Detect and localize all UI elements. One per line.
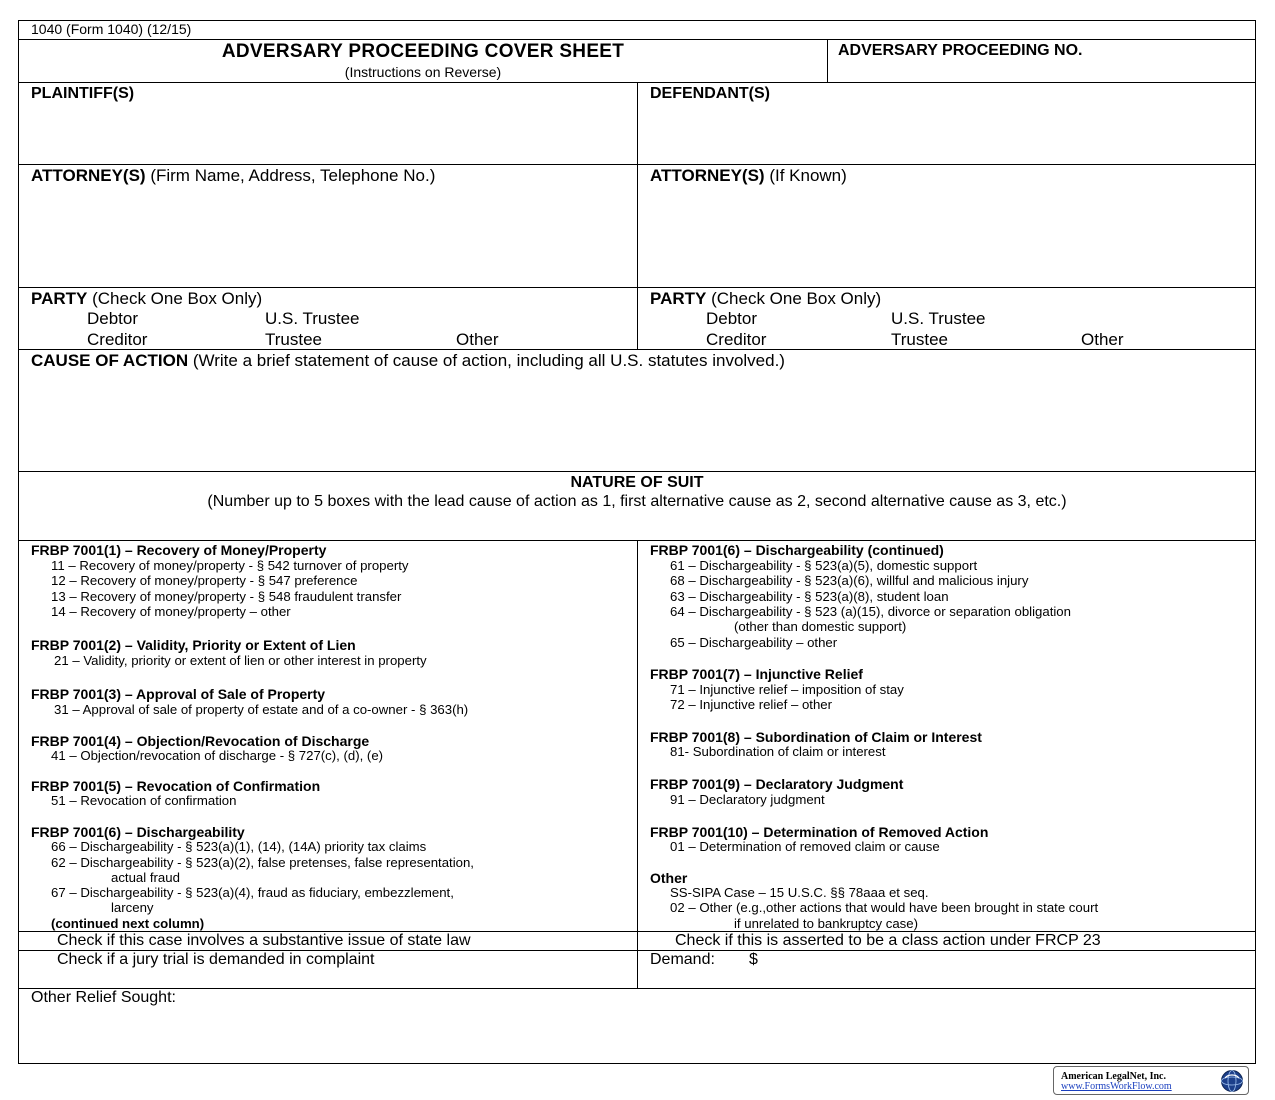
- nos-item-02[interactable]: 02 – Other (e.g.,other actions that would have been brought in state court: [670, 900, 1099, 915]
- nos-group-heading: FRBP 7001(7) – Injunctive Relief: [650, 666, 863, 682]
- form-subtitle: (Instructions on Reverse): [344, 64, 502, 80]
- party-left-other-option[interactable]: Other: [456, 330, 499, 349]
- nos-item-67-continued: larceny: [111, 900, 154, 915]
- defendant-attorney-label: ATTORNEY(S): [650, 166, 765, 185]
- party-right-heading: [650, 289, 881, 309]
- nos-item-64[interactable]: 64 – Dischargeability - § 523 (a)(15), divorce or separation obligation: [670, 604, 1071, 619]
- nos-item-91[interactable]: 91 – Declaratory judgment: [670, 792, 825, 807]
- cause-of-action-label: CAUSE OF ACTION: [31, 351, 189, 370]
- nos-group-heading: FRBP 7001(5) – Revocation of Confirmation: [31, 778, 321, 794]
- continued-note: (continued next column): [51, 916, 205, 931]
- divider: [637, 82, 638, 350]
- nos-item-62-continued: actual fraud: [111, 870, 180, 885]
- nos-group-heading: FRBP 7001(1) – Recovery of Money/Property: [31, 542, 327, 558]
- nos-item-81[interactable]: 81- Subordination of claim or interest: [670, 744, 886, 759]
- demand-field[interactable]: [762, 952, 1252, 986]
- nos-group-heading: FRBP 7001(6) – Dischargeability (continued): [650, 542, 944, 558]
- other-relief-field[interactable]: [20, 1010, 1254, 1060]
- american-legalnet-logo: [1053, 1066, 1249, 1095]
- party-right-label: PARTY: [650, 289, 707, 308]
- divider: [18, 988, 1256, 989]
- plaintiff-attorney-heading: [31, 166, 435, 186]
- state-law-checkbox[interactable]: Check if this case involves a substantive issue of state law: [57, 932, 471, 949]
- party-left-debtor-option[interactable]: Debtor: [87, 309, 139, 328]
- divider: [827, 39, 828, 82]
- party-right-creditor-option[interactable]: Creditor: [706, 330, 767, 349]
- form-title: ADVERSARY PROCEEDING COVER SHEET: [221, 41, 625, 62]
- logo-company: American LegalNet, Inc.: [1061, 1071, 1166, 1082]
- nos-item-67[interactable]: 67 – Dischargeability - § 523(a)(4), fraud as fiduciary, embezzlement,: [51, 885, 454, 900]
- divider: [18, 471, 1256, 472]
- nos-item-12[interactable]: 12 – Recovery of money/property - § 547 preference: [51, 573, 358, 588]
- plaintiff-field[interactable]: [20, 106, 634, 162]
- party-right-trustee-option[interactable]: Trustee: [891, 330, 949, 349]
- nos-item-65[interactable]: 65 – Dischargeability – other: [670, 635, 838, 650]
- party-right-other-option[interactable]: Other: [1081, 330, 1124, 349]
- divider: [18, 39, 1256, 40]
- demand-currency: $: [749, 951, 758, 968]
- logo-url[interactable]: www.FormsWorkFlow.com: [1061, 1081, 1172, 1092]
- divider: [18, 287, 1256, 288]
- nos-group-heading: FRBP 7001(2) – Validity, Priority or Extent of Lien: [31, 637, 356, 653]
- nos-item-68[interactable]: 68 – Dischargeability - § 523(a)(6), willful and malicious injury: [670, 573, 1029, 588]
- nature-of-suit-title: NATURE OF SUIT: [570, 474, 704, 491]
- nos-item-63[interactable]: 63 – Dischargeability - § 523(a)(8), student loan: [670, 589, 949, 604]
- nos-item-14[interactable]: 14 – Recovery of money/property – other: [51, 604, 291, 619]
- plaintiff-attorney-label: ATTORNEY(S): [31, 166, 146, 185]
- party-left-note: (Check One Box Only): [92, 289, 263, 308]
- defendant-attorney-heading: [650, 166, 847, 186]
- defendant-attorney-field[interactable]: [640, 190, 1254, 284]
- divider: [18, 164, 1256, 165]
- party-right-us-trustee-option[interactable]: U.S. Trustee: [891, 309, 986, 328]
- proceeding-no-label: ADVERSARY PROCEEDING NO.: [838, 42, 1083, 59]
- nos-item-71[interactable]: 71 – Injunctive relief – imposition of stay: [670, 682, 904, 697]
- nos-group-heading: FRBP 7001(6) – Dischargeability: [31, 824, 245, 840]
- party-left-label: PARTY: [31, 289, 88, 308]
- nos-item-13[interactable]: 13 – Recovery of money/property - § 548 fraudulent transfer: [51, 589, 402, 604]
- form-id: 1040 (Form 1040) (12/15): [31, 21, 192, 37]
- nos-item-02-continued: if unrelated to bankruptcy case): [734, 916, 918, 931]
- nos-item-11[interactable]: 11 – Recovery of money/property - § 542 turnover of property: [51, 558, 409, 573]
- globe-icon: [1220, 1069, 1244, 1093]
- nos-item-66[interactable]: 66 – Dischargeability - § 523(a)(1), (14), (14A) priority tax claims: [51, 839, 427, 854]
- nos-item-21[interactable]: 21 – Validity, priority or extent of lien or other interest in property: [54, 653, 427, 668]
- nos-item-72[interactable]: 72 – Injunctive relief – other: [670, 697, 833, 712]
- divider: [18, 349, 1256, 350]
- demand-label: Demand:: [650, 951, 715, 968]
- defendant-label: DEFENDANT(S): [650, 85, 770, 102]
- party-left-us-trustee-option[interactable]: U.S. Trustee: [265, 309, 360, 328]
- party-left-trustee-option[interactable]: Trustee: [265, 330, 323, 349]
- nos-item-01[interactable]: 01 – Determination of removed claim or cause: [670, 839, 940, 854]
- nos-group-heading: FRBP 7001(8) – Subordination of Claim or Interest: [650, 729, 982, 745]
- plaintiff-label: PLAINTIFF(S): [31, 85, 135, 102]
- nos-item-62[interactable]: 62 – Dischargeability - § 523(a)(2), false pretenses, false representation,: [51, 855, 474, 870]
- jury-trial-checkbox[interactable]: Check if a jury trial is demanded in complaint: [57, 951, 375, 968]
- party-left-heading: [31, 289, 262, 309]
- nos-group-heading: FRBP 7001(4) – Objection/Revocation of Discharge: [31, 733, 370, 749]
- party-left-creditor-option[interactable]: Creditor: [87, 330, 148, 349]
- cause-of-action-note: (Write a brief statement of cause of action, including all U.S. statutes involved.): [192, 351, 785, 370]
- nos-item-61[interactable]: 61 – Dischargeability - § 523(a)(5), domestic support: [670, 558, 978, 573]
- nos-group-heading: FRBP 7001(3) – Approval of Sale of Property: [31, 686, 326, 702]
- defendant-attorney-note: (If Known): [769, 166, 847, 185]
- party-right-debtor-option[interactable]: Debtor: [706, 309, 758, 328]
- other-relief-label: Other Relief Sought:: [31, 989, 176, 1006]
- nos-item-41[interactable]: 41 – Objection/revocation of discharge - § 727(c), (d), (e): [51, 748, 384, 763]
- nos-group-heading: FRBP 7001(10) – Determination of Removed Action: [650, 824, 989, 840]
- nos-item-64-continued: (other than domestic support): [734, 619, 907, 634]
- nos-group-heading: Other: [650, 870, 688, 886]
- cause-of-action-heading: [31, 351, 785, 371]
- class-action-checkbox[interactable]: Check if this is asserted to be a class action under FRCP 23: [675, 932, 1101, 949]
- plaintiff-attorney-field[interactable]: [20, 190, 634, 284]
- nos-item-ss-sipa[interactable]: SS-SIPA Case – 15 U.S.C. §§ 78aaa et seq.: [670, 885, 929, 900]
- nature-of-suit-instruction: (Number up to 5 boxes with the lead cause of action as 1, first alternative cause as 2, second alternative cause as 3, etc.): [207, 493, 1067, 510]
- divider: [637, 540, 638, 988]
- nos-item-51[interactable]: 51 – Revocation of confirmation: [51, 793, 237, 808]
- defendant-field[interactable]: [640, 106, 1254, 162]
- party-right-note: (Check One Box Only): [711, 289, 882, 308]
- nos-group-heading: FRBP 7001(9) – Declaratory Judgment: [650, 776, 904, 792]
- cause-of-action-field[interactable]: [20, 374, 1254, 468]
- nos-item-31[interactable]: 31 – Approval of sale of property of estate and of a co-owner - § 363(h): [54, 702, 469, 717]
- plaintiff-attorney-note: (Firm Name, Address, Telephone No.): [150, 166, 436, 185]
